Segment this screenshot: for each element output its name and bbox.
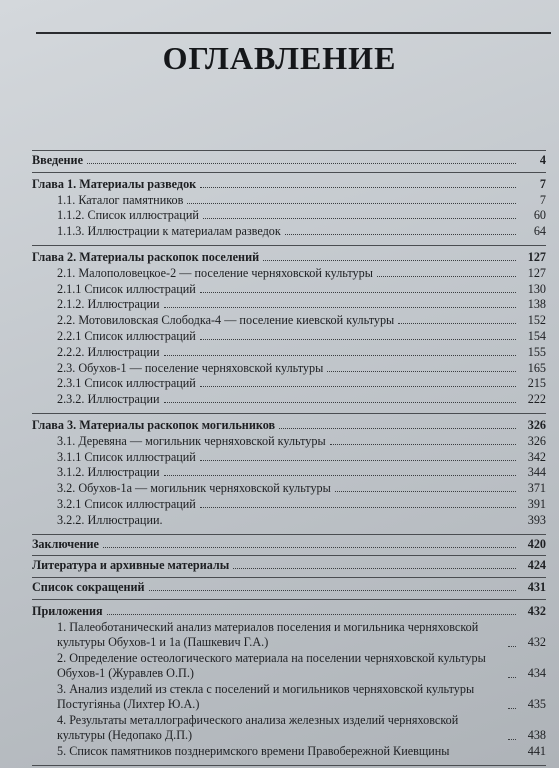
toc-subentry (32, 620, 546, 651)
toc-entry-label: 3.2.2. Иллюстрации. (57, 512, 163, 527)
toc-page-number: 342 (527, 449, 546, 464)
toc-entry-label: 4. Результаты металлографического анализа железных изделий черняховской культуры (Недопако Д.П.) (57, 712, 459, 743)
toc-page-number: 152 (527, 313, 546, 328)
toc-dot-leader (508, 707, 516, 709)
toc-page-number: 371 (527, 481, 546, 496)
toc-dot-leader (103, 546, 516, 548)
toc-page-number: 431 (527, 580, 546, 595)
toc-entry-label: 3.1. Деревяна — могильник черняховской культуры (57, 433, 326, 448)
toc-page-number: 60 (533, 208, 546, 223)
toc-entry-label: 3.1.1 Список иллюстраций (57, 449, 196, 464)
toc-page-number: 7 (539, 192, 546, 207)
toc-dot-leader (107, 613, 516, 615)
toc-entry-label: 2.1. Малополовецкое-2 — поселение черняховской культуры (57, 265, 373, 280)
toc-dot-leader (330, 443, 516, 445)
toc-chapter-entry (32, 604, 546, 620)
toc-dot-leader (263, 259, 516, 261)
toc-section (32, 577, 546, 599)
toc-subentry (32, 282, 546, 298)
toc-subentry (32, 361, 546, 377)
toc-chapter-entry (32, 537, 546, 553)
toc-entry-label: 2.2.1 Список иллюстраций (57, 328, 196, 343)
toc-page-number: 441 (527, 743, 546, 758)
toc-page-number: 420 (527, 536, 546, 551)
top-rule (36, 32, 551, 34)
toc-subentry (32, 329, 546, 345)
toc-entry-label: Приложения (32, 603, 103, 618)
toc-entry-label: 2.2.2. Иллюстрации (57, 344, 160, 359)
toc-entry-label: 3.2. Обухов-1а — могильник черняховской культуры (57, 481, 331, 496)
toc-dot-leader (327, 370, 516, 372)
toc-dot-leader (285, 233, 516, 235)
toc-page-number: 4 (539, 153, 546, 167)
toc-page-number: 130 (527, 281, 546, 296)
toc-chapter-entry (32, 153, 546, 169)
toc-entry-label: Глава 3. Материалы раскопок могильников (32, 417, 276, 432)
toc-page-number: 155 (527, 344, 546, 359)
toc-subentry (32, 682, 546, 713)
toc-page-number: 326 (527, 417, 546, 432)
toc-subentry (32, 465, 546, 481)
toc-page-number: 222 (527, 392, 546, 407)
toc-chapter-entry (32, 580, 546, 596)
toc-page-number: 424 (527, 558, 546, 573)
toc-chapter-entry (32, 418, 546, 434)
toc-dot-leader (87, 162, 516, 164)
toc-dot-leader (398, 322, 516, 324)
toc-entry-label: Список сокращений (32, 580, 145, 595)
toc-subentry (32, 345, 546, 361)
toc-subentry (32, 313, 546, 329)
toc-page-number: 435 (527, 696, 546, 711)
toc-entry-label: 2.2. Мотовиловская Слободка-4 — поселение киевской культуры (57, 313, 395, 328)
toc-entry-label: 1.1.3. Иллюстрации к материалам разведок (57, 224, 281, 239)
toc-page-number: 165 (527, 360, 546, 375)
toc-subentry (32, 224, 546, 240)
toc-subentry (32, 297, 546, 313)
toc-dot-leader (508, 738, 516, 740)
toc-page-number: 127 (527, 265, 546, 280)
toc-entry-label: Введение (32, 153, 83, 167)
toc-entry-label: 1.1.2. Список иллюстраций (57, 208, 199, 223)
toc-dot-leader (335, 490, 516, 492)
toc-entry-label: 2.3.1 Список иллюстраций (57, 376, 196, 391)
toc-subentry (32, 513, 546, 529)
toc-entry-label: 3.2.1 Список иллюстраций (57, 496, 196, 511)
toc-entry-label: 2.1.1 Список иллюстраций (57, 281, 196, 296)
toc-entry-label: 5. Список памятников позднеримского времени Правобережной Киевщины (57, 743, 450, 758)
toc-page-number: 432 (527, 603, 546, 618)
toc-subentry (32, 376, 546, 392)
toc-section (32, 150, 546, 172)
toc-page-number: 7 (539, 176, 546, 191)
toc-section (32, 599, 546, 766)
toc-section (32, 245, 546, 413)
toc-subentry (32, 651, 546, 682)
toc-page-number: 393 (527, 512, 546, 527)
toc-dot-leader (200, 291, 516, 293)
toc-entry-label: 3. Анализ изделий из стекла с поселений и могильников черняховской культуры Постугіяньа (Лихтер Ю.А.) (57, 681, 475, 712)
toc-dot-leader (164, 354, 517, 356)
toc-entry-label: Глава 1. Материалы разведок (32, 176, 197, 191)
toc-page-number: 432 (527, 634, 546, 649)
toc-section (32, 172, 546, 245)
toc-page-number: 215 (527, 376, 546, 391)
toc-dot-leader (200, 385, 516, 387)
toc-page-number: 127 (527, 249, 546, 264)
toc-dot-leader (279, 427, 516, 429)
toc-dot-leader (200, 506, 516, 508)
toc-entry-label: 2.1.2. Иллюстрации (57, 297, 160, 312)
toc-section (32, 555, 546, 577)
toc-page-number: 391 (527, 496, 546, 511)
toc-dot-leader (164, 401, 517, 403)
toc-chapter-entry (32, 250, 546, 266)
toc-dot-leader (149, 589, 516, 591)
toc-dot-leader (187, 202, 516, 204)
toc-entry-label: 2.3. Обухов-1 — поселение черняховской культуры (57, 360, 324, 375)
toc-dot-leader (508, 645, 516, 647)
toc-entry-label: Глава 2. Материалы раскопок поселений (32, 249, 260, 264)
toc-dot-leader (200, 186, 516, 188)
toc-chapter-entry (32, 177, 546, 193)
toc-dot-leader (377, 275, 516, 277)
toc-entry-label: 2.3.2. Иллюстрации (57, 392, 160, 407)
toc-entry-label: Литература и архивные материалы (32, 558, 230, 573)
toc-dot-leader (508, 676, 516, 678)
toc-dot-leader (233, 567, 516, 569)
toc-subentry (32, 744, 546, 760)
toc-subentry (32, 450, 546, 466)
toc-entry-label: Заключение (32, 536, 99, 551)
toc-page-number: 138 (527, 297, 546, 312)
toc-section (32, 413, 546, 534)
toc-page-number: 344 (527, 465, 546, 480)
table-of-contents (32, 150, 546, 766)
toc-entry-label: 2. Определение остеологического материала на поселении черняховской культуры Обухов-1 (Журавлев О.П.) (57, 650, 486, 681)
toc-subentry (32, 392, 546, 408)
toc-subentry (32, 497, 546, 513)
toc-subentry (32, 434, 546, 450)
toc-entry-label: 3.1.2. Иллюстрации (57, 465, 160, 480)
toc-dot-leader (164, 306, 517, 308)
toc-subentry (32, 193, 546, 209)
toc-page-number: 64 (533, 224, 546, 239)
toc-dot-leader (164, 474, 517, 476)
toc-dot-leader (200, 459, 516, 461)
toc-chapter-entry (32, 558, 546, 574)
toc-dot-leader (203, 217, 516, 219)
toc-entry-label: 1. Палеоботанический анализ материалов поселения и могильника черняховской культуры Обухов-1 и 1а (Пашкевич Г.А.) (57, 619, 479, 650)
toc-section (32, 534, 546, 556)
toc-dot-leader (200, 338, 516, 340)
toc-subentry (32, 713, 546, 744)
toc-page-number: 434 (527, 665, 546, 680)
toc-subentry (32, 481, 546, 497)
toc-entry-label: 1.1. Каталог памятников (57, 192, 184, 207)
toc-page-number: 326 (527, 433, 546, 448)
toc-page-number: 154 (527, 328, 546, 343)
page-title: ОГЛАВЛЕНИЕ (162, 40, 397, 76)
toc-subentry (32, 208, 546, 224)
toc-subentry (32, 266, 546, 282)
toc-page-number: 438 (527, 727, 546, 742)
